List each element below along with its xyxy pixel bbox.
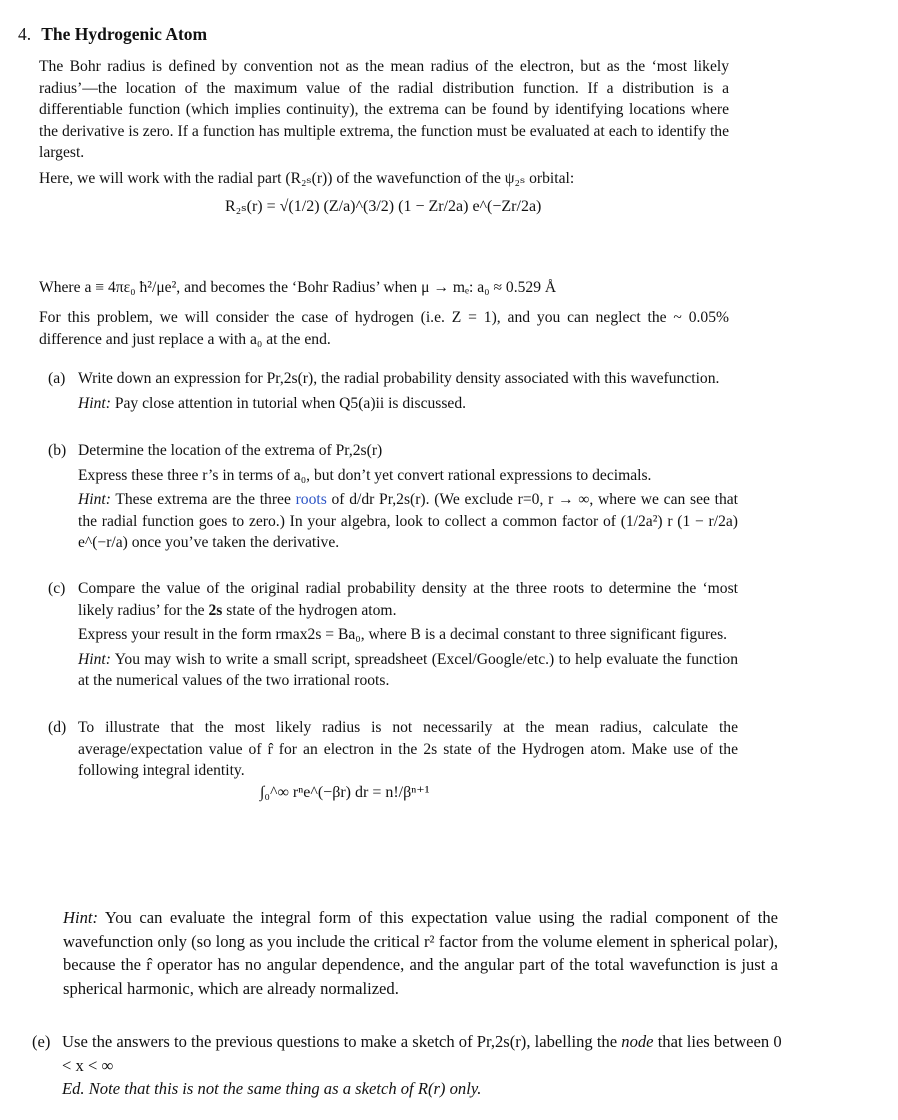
question-b-label: (b) [48,442,67,459]
question-d-hint-label: Hint: [63,908,99,927]
question-d-label: (d) [48,719,67,736]
question-c-hint-label: Hint: [78,650,111,668]
question-c-hint: You may wish to write a small script, spreadsheet (Excel/Google/etc.) to help evaluate the function at the numerical values of the two irrational roots. [78,650,738,689]
question-c-label: (c) [48,580,66,597]
hydrogen-case-paragraph: For this problem, we will consider the case of hydrogen (i.e. Z = 1), and you can neglect the ~ 0.05% difference and just replace a with a₀ at the end. [39,309,729,348]
question-e-label: (e) [32,1032,51,1051]
question-a-text: Write down an expression for Pr,2s(r), the radial probability density associated with this wavefunction. [78,370,720,387]
question-e-text-pre: Use the answers to the previous questions to make a sketch of Pr,2s(r), labelling the [62,1032,618,1051]
question-c-text2: Express your result in the form rmax2s = Ba₀, where B is a decimal constant to three significant figures. [78,626,728,643]
bohr-radius-definition: Where a ≡ 4πε₀ ħ²/μe², and becomes the ‘Bohr Radius’ when μ → mₑ: a₀ ≈ 0.529 Å [39,279,557,296]
radial-wavefunction-equation: R₂ₛ(r) = √(1/2) (Z/a)^(3/2) (1 − Zr/2a) e^(−Zr/2a) [225,198,542,215]
roots-link[interactable]: roots [295,491,327,508]
question-b-text2: Express these three r’s in terms of a₀, but don’t yet convert rational expressions to decimals. [78,466,652,484]
question-c [48,578,738,695]
question-b-hint-label: Hint: [78,491,111,508]
question-e-note: Ed. Note that this is not the same thing as a sketch of R(r) only. [62,1079,482,1098]
question-a-hint: Pay close attention in tutorial when Q5(a)ii is discussed. [114,394,467,412]
question-b-text: Determine the location of the extrema of Pr,2s(r) [78,442,383,459]
question-d [48,717,738,785]
question-b-hint-pre: These extrema are the three [115,491,291,508]
question-e-text-node: node [621,1032,654,1051]
intro-wavefunction-sentence: Here, we will work with the radial part (R₂ₛ(r)) of the wavefunction of the ψ₂ₛ orbital: [39,170,575,187]
question-e-text-post: that lies between 0 < x < ∞ [62,1032,782,1075]
question-b [48,440,738,557]
question-a [48,368,738,417]
question-d-text: To illustrate that the most likely radius is not necessarily at the mean radius, calculate the average/expectation value of r̂ for an electron in the 2s state of the Hydrogen atom. Make use of the following integral identity. [78,719,738,779]
integral-identity-equation: ∫₀^∞ rⁿe^(−βr) dr = n!/βⁿ⁺¹ [260,784,430,801]
question-c-text-pre: Compare the value of the original radial probability density at the three roots to determine the ‘most likely radius’ for the [78,580,738,619]
section-heading [18,24,207,45]
question-a-hint-label: Hint: [78,394,111,412]
question-b-hint-post: of d/dr Pr,2s(r). (We exclude r=0, r → ∞, where we can see that the radial function goes to zero.) In your algebra, look to collect a common factor of (1/2a²) r (1 − r/2a) e^(−r/a) once you’ve taken the derivative. [78,491,739,551]
question-c-text-bold: 2s [208,601,223,619]
intro-paragraph: The Bohr radius is defined by convention not as the mean radius of the electron, but as the ‘most likely radius’—the location of the maximum value of the radial distribution function. If a distribution is a differentiable function (which implies continuity), the extrema can be found by identifying locations where the derivative is zero. If a function has multiple extrema, the function must be evaluated at each to identify the largest. [39,58,729,161]
question-d-hint-block [63,906,778,1000]
question-c-text-post: state of the hydrogen atom. [226,601,397,619]
section-number: 4. [18,24,32,44]
question-d-hint: You can evaluate the integral form of this expectation value using the radial component of the wavefunction only (so long as you include the critical r² factor from the volume element in spherical polar), because the r̂ operator has no angular dependence, and the angular part of the total wavefunction is just a spherical harmonic, which are already normalized. [63,908,778,998]
section-title: The Hydrogenic Atom [41,24,208,44]
question-e [32,1030,782,1101]
question-a-label: (a) [48,370,66,387]
